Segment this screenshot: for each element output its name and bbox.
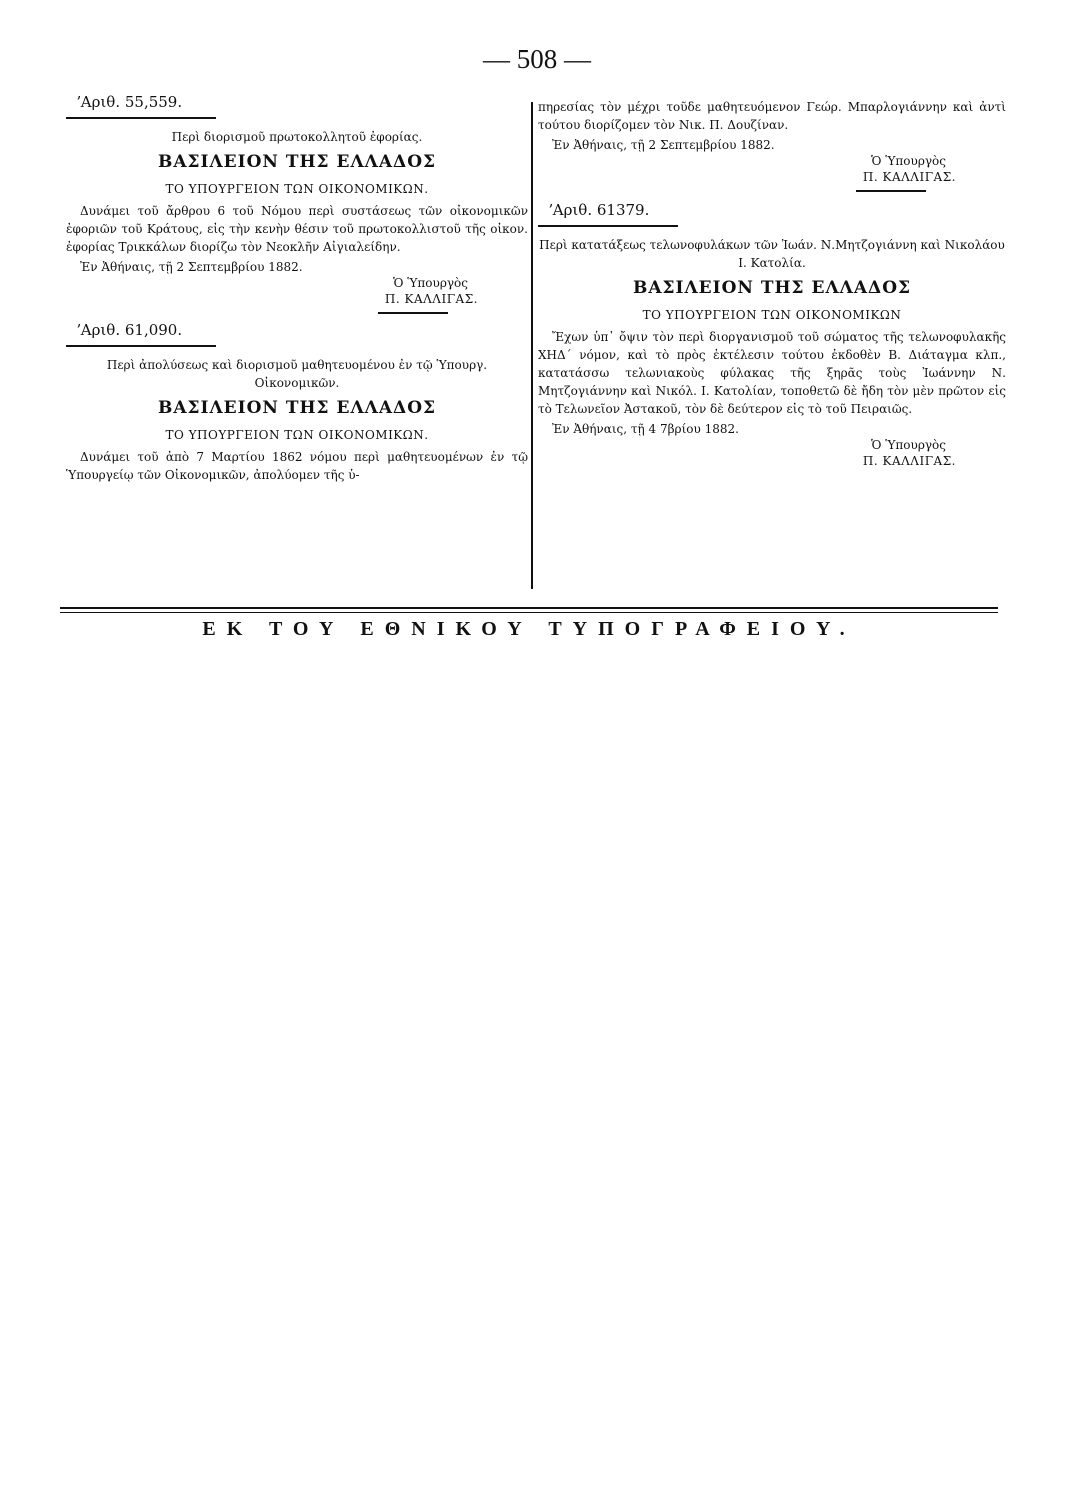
decree-continuation	[538, 98, 1006, 192]
decree-date: Ἐν Ἀθήναις, τῇ 2 Σεπτεμβρίου 1882.	[552, 138, 775, 152]
number-underline	[66, 345, 216, 347]
decree-55559	[66, 92, 528, 314]
decree-61379	[538, 200, 1006, 468]
signature-title: Ὁ Ὑπουργὸς	[871, 154, 946, 168]
decree-date: Ἐν Ἀθήναις, τῇ 2 Σεπτεμβρίου 1882.	[80, 260, 303, 274]
separator-rule	[378, 312, 448, 314]
decree-subject: Περὶ κατατάξεως τελωνοφυλάκων τῶν Ἰωάν. Ν.Μητζογιάννη καὶ Νικολάου Ι. Κατολία.	[539, 238, 1005, 270]
decree-body: Δυνάμει τοῦ ἀπὸ 7 Μαρτίου 1862 νόμου περὶ μαθητευομένων ἐν τῷ Ὑπουργείῳ τῶν Οἰκονομικῶν, ἀπολύομεν τῆς ὑ-	[66, 450, 528, 482]
ministry-heading: ΤΟ ΥΠΟΥΡΓΕΙΟΝ ΤΩΝ ΟΙΚΟΝΟΜΙΚΩΝ	[642, 308, 902, 322]
decree-body: Δυνάμει τοῦ ἄρθρου 6 τοῦ Νόμου περὶ συστάσεως τῶν οἰκονομικῶν ἐφοριῶν τοῦ Κράτους, εἰς τὴν κενὴν θέσιν τοῦ πρωτοκολλιστοῦ τῆς οἰκον. ἐφορίας Τρικκάλων διορίζω τὸν Νεοκλῆν Αἰγιαλείδην.	[66, 204, 528, 254]
printer-imprint: ΕΚ ΤΟΥ ΕΘΝΙΚΟΥ ΤΥΠΟΓΡΑΦΕΙΟΥ.	[202, 618, 856, 640]
decree-number: ʼΑριθ. 55,559.	[76, 93, 183, 111]
separator-rule	[856, 190, 926, 192]
signature-title: Ὁ Ὑπουργὸς	[393, 276, 468, 290]
left-column	[66, 92, 528, 484]
decree-subject: Περὶ διορισμοῦ πρωτοκολλητοῦ ἐφορίας.	[171, 130, 423, 144]
continuation-body: πηρεσίας τὸν μέχρι τοῦδε μαθητευόμενον Γεώρ. Μπαρλογιάννην καὶ ἀντὶ τούτου διορίζομεν τὸν Νικ. Π. Δουζίναν.	[538, 100, 1006, 132]
decree-61090	[66, 320, 528, 484]
ministry-heading: ΤΟ ΥΠΟΥΡΓΕΙΟΝ ΤΩΝ ΟΙΚΟΝΟΜΙΚΩΝ.	[165, 428, 429, 442]
decree-date: Ἐν Ἀθήναις, τῇ 4 7βρίου 1882.	[552, 422, 739, 436]
decree-number: ʼΑριθ. 61,090.	[76, 321, 183, 339]
footer-rule-thin	[60, 612, 998, 613]
signature-title: Ὁ Ὑπουργὸς	[871, 438, 946, 452]
kingdom-heading: ΒΑΣΙΛΕΙΟΝ ΤΗΣ ΕΛΛΑΔΟΣ	[157, 398, 437, 418]
page-number: — 508 —	[483, 44, 591, 74]
right-column	[538, 92, 1006, 468]
number-underline	[66, 117, 216, 119]
signature-name: Π. ΚΑΛΛΙΓΑΣ.	[862, 170, 956, 184]
signature-name: Π. ΚΑΛΛΙΓΑΣ.	[862, 454, 956, 468]
number-underline	[538, 225, 678, 227]
decree-subject: Περὶ ἀπολύσεως καὶ διορισμοῦ μαθητευομένου ἐν τῷ Ὑπουργ. Οἰκονομικῶν.	[106, 358, 488, 390]
decree-number: ʼΑριθ. 61379.	[548, 201, 650, 219]
ministry-heading: ΤΟ ΥΠΟΥΡΓΕΙΟΝ ΤΩΝ ΟΙΚΟΝΟΜΙΚΩΝ.	[165, 182, 429, 196]
decree-body: Ἔχων ὑπ᾽ ὄψιν τὸν περὶ διοργανισμοῦ τοῦ σώματος τῆς τελωνοφυλακῆς ΧΗΔ΄ νόμον, καὶ τὸ πρὸς ἐκτέλεσιν τούτου ἐκδοθὲν Β. Διάταγμα κλπ., κατατάσσω τελωνιακοὺς φύλακας τῆς ξηρᾶς τοὺς Ἰωάννην Ν. Μητζογιάννην καὶ Νικόλ. Ι. Κατολίαν, τοποθετῶ δὲ ἤδη τὸν μὲν πρῶτον εἰς τὸ Τελωνεῖον Ἀστακοῦ, τὸν δὲ δεύτερον εἰς τὸ τοῦ Πειραιῶς.	[538, 330, 1006, 416]
column-divider	[531, 102, 533, 589]
kingdom-heading: ΒΑΣΙΛΕΙΟΝ ΤΗΣ ΕΛΛΑΔΟΣ	[157, 152, 437, 172]
kingdom-heading: ΒΑΣΙΛΕΙΟΝ ΤΗΣ ΕΛΛΑΔΟΣ	[632, 278, 912, 298]
footer-rule	[60, 607, 998, 609]
signature-name: Π. ΚΑΛΛΙΓΑΣ.	[384, 292, 478, 306]
